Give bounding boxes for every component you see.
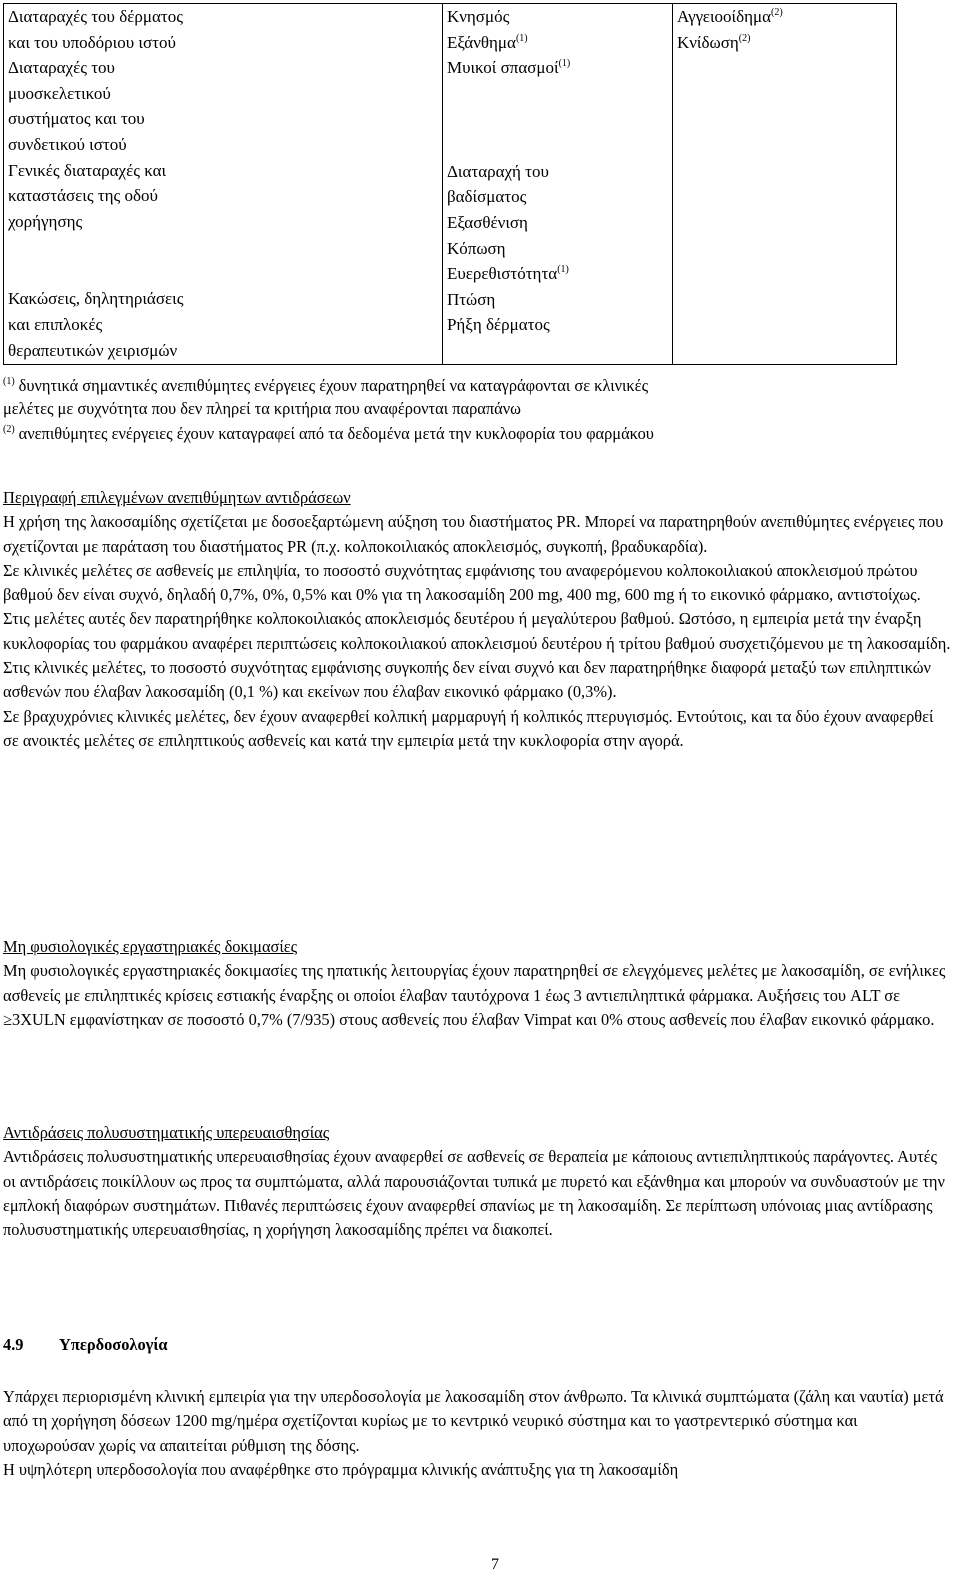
adverse-reactions-table xyxy=(3,3,897,365)
section-lab-tests xyxy=(3,935,951,1032)
footnote-1: $^{(1)}$ δυνητικά σημαντικές ανεπιθύμητες ενέργειες έχουν παρατηρηθεί να καταγράφονται σε κλινικές μελέτες με συχνότητα που δεν πληρεί τα κριτήρια που αναφέρονται παραπάνω xyxy=(3,376,649,418)
section-selected-reactions xyxy=(3,486,951,753)
paragraph: Η υψηλότερη υπερδοσολογία που αναφέρθηκε στο πρόγραμμα κλινικής ανάπτυξης για τη λακοσαμίδη xyxy=(3,1459,679,1479)
section-heading: Μη φυσιολογικές εργαστηριακές δοκιμασίες xyxy=(3,937,298,956)
section-hypersensitivity xyxy=(3,1121,951,1242)
unknown-frequency-cell: Αγγειοοίδημα$^{(2)}$ Κνίδωση$^{(2)}$ xyxy=(672,4,896,365)
paragraph: Η χρήση της λακοσαμίδης σχετίζεται με δοσοεξαρτώμενη αύξηση του διαστήματος PR. Μπορεί να παρατηρηθούν ανεπιθύμητες ενέργειες που σχετίζονται με παράταση του διαστήματος PR (π.χ. κολποκοιλιακός αποκλεισμός, συγκοπή, βραδυκαρδία). xyxy=(3,512,944,556)
section-overdose-title: 4.9 Υπερδοσολογία xyxy=(3,1335,168,1354)
paragraph: Αντιδράσεις πολυσυστηματικής υπερευαισθησίας έχουν αναφερθεί σε ασθενείς σε θεραπεία με κάποιους αντιεπιληπτικούς παράγοντες. Αυτές οι αντιδράσεις ποικίλλουν ως προς τα συμπτώματα, αλλά παρουσιάζονται τυπικά με πυρετό και εξάνθημα και μπορούν να συνδυαστούν με την εμπλοκή διαφόρων συστημάτων. Πιθανές περιπτώσεις έχουν αναφερθεί σπανίως με τη λακοσαμίδη. Σε περίπτωση υπόνοιας μιας αντίδρασης πολυσυστηματικής υπερευαισθησίας, η χορήγηση λακοσαμίδης πρέπει να διακοπεί. xyxy=(3,1147,945,1240)
section-heading: Περιγραφή επιλεγμένων ανεπιθύμητων αντιδράσεων xyxy=(3,488,351,507)
table-row xyxy=(4,4,897,365)
paragraph: Σε βραχυχρόνιες κλινικές μελέτες, δεν έχουν αναφερθεί κολπική μαρμαρυγή ή κολπικός πτερυγισμός. Εντούτοις, και τα δύο έχουν αναφερθεί σε ανοικτές μελέτες σε επιληπτικούς ασθενείς και κατά την εμπειρία μετά την κυκλοφορία στην αγορά. xyxy=(3,706,934,750)
paragraph: Στις κλινικές μελέτες, το ποσοστό συχνότητας εμφάνισης συγκοπής δεν είναι συχνό και δεν παρατηρήθηκε διαφορά μεταξύ των επιληπτικών ασθενών που έλαβαν λακοσαμίδη (0,1 %) και εκείνων που έλαβαν εικονικό φάρμακο (0,3%). xyxy=(3,658,931,702)
section-heading: Αντιδράσεις πολυσυστηματικής υπερευαισθησίας xyxy=(3,1123,330,1142)
common-cell: Κνησμός Εξάνθημα$^{(1)}$ Μυικοί σπασμοί$^{(1)}$ Διαταραχή του βαδίσματος Εξασθένιση Κόπωση Ευερεθιστότητα$^{(1)}$ Πτώση Ρήξη δέρματος xyxy=(442,4,672,365)
paragraph: Υπάρχει περιορισμένη κλινική εμπειρία για την υπερδοσολογία με λακοσαμίδη στον άνθρωπο. Τα κλινικά συμπτώματα (ζάλη και ναυτία) μετά από τη χορήγηση δόσεων 1200 mg/ημέρα σχετίζονται κυρίως με το κεντρικό νευρικό σύστημα και το γαστρεντερικό σύστημα και υποχωρούσαν χωρίς να απαιτείται ρύθμιση της δόσης. xyxy=(3,1387,944,1455)
soc-cell: Διαταραχές του δέρματος και του υποδόριου ιστού Διαταραχές του μυοσκελετικού συστήματος και του συνδετικού ιστού Γενικές διαταραχές και καταστάσεις της οδού χορήγησης Κακώσεις, δηλητηριάσεις και επιπλοκές θεραπευτικών χειρισμών xyxy=(4,4,443,365)
paragraph: Σε κλινικές μελέτες σε ασθενείς με επιληψία, το ποσοστό συχνότητας εμφάνισης του αναφερόμενου κολποκοιλιακού αποκλεισμού πρώτου βαθμού δεν είναι συχνό, δηλαδή 0,7%, 0%, 0,5% και 0% για τη λακοσαμίδη 200 mg, 400 mg, 600 mg ή το εικονικό φάρμακο, αντιστοίχως. Στις μελέτες αυτές δεν παρατηρήθηκε κολποκοιλιακός αποκλεισμός δευτέρου ή μεγαλύτερου βαθμού. Ωστόσο, η εμπειρία μετά την έναρξη κυκλοφορίας του φαρμάκου αναφέρει περιπτώσεις κολποκοιλιακού αποκλεισμού δευτέρου ή τρίτου βαθμού συσχετιζόμενου με τη λακοσαμίδη. xyxy=(3,560,951,653)
paragraph: Μη φυσιολογικές εργαστηριακές δοκιμασίες της ηπατικής λειτουργίας έχουν παρατηρηθεί σε ελεγχόμενες μελέτες με λακοσαμίδη, σε ενήλικες ασθενείς με επιληπτικές κρίσεις εστιακής έναρξης οι οποίοι έλαβαν ταυτόχρονα 1 έως 3 αντιεπιληπτικά φάρμακα. Αυξήσεις του ALT σε ≥3XULN εμφανίστηκαν σε ποσοστό 0,7% (7/935) στους ασθενείς που έλαβαν Vimpat και 0% στους ασθενείς που έλαβαν εικονικό φάρμακο. xyxy=(3,961,946,1029)
page-number: 7 xyxy=(491,1556,499,1573)
section-overdose-body xyxy=(3,1385,951,1482)
footnote-2: $^{(2)}$ ανεπιθύμητες ενέργειες έχουν καταγραφεί από τα δεδομένα μετά την κυκλοφορία του φαρμάκου xyxy=(3,424,654,443)
